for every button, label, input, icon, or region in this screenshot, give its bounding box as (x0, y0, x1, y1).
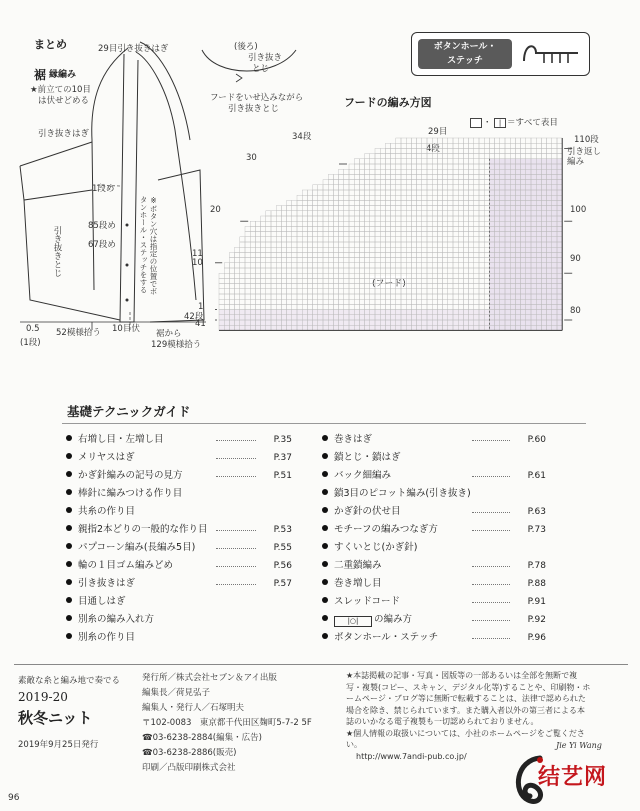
guide-item (322, 539, 546, 557)
label-20: 20 (210, 205, 221, 215)
guide-item (322, 503, 546, 521)
guide-item (66, 629, 292, 647)
guide-item (66, 539, 292, 557)
bullet-icon (322, 543, 328, 549)
guide-item (66, 449, 292, 467)
bottom-129: 裾から (156, 329, 182, 339)
label-34: 34段 (292, 132, 312, 142)
label-10: 10 (192, 258, 203, 268)
guide-item-page: P.35 (273, 435, 292, 445)
guide-title: 基礎テクニックガイド (67, 404, 191, 419)
hem-label: 裾 (34, 68, 47, 82)
guide-item (322, 431, 546, 449)
guide-item-label: スレッドコード (334, 596, 401, 607)
guide-item-label: すくいとじ(かぎ針) (334, 542, 418, 553)
guide-item-page: P.57 (273, 579, 292, 589)
guide-item-label: かぎ針編みの記号の見方 (78, 470, 183, 481)
guide-item-page: P.63 (527, 507, 546, 517)
button-hole-note: ※ボタン穴は指定の位置でボタンホール・ステッチをする (139, 196, 158, 295)
label-1: 1 (198, 302, 204, 312)
guide-item (322, 557, 546, 575)
address: 〒102-0083 東京都千代田区麹町5-7-2 5F (142, 718, 312, 728)
guide-item-label: 巻き増し目 (334, 578, 382, 589)
guide-item-page: P.55 (273, 543, 292, 553)
guide-item-label: 鎖とじ・鎖はぎ (334, 452, 401, 463)
footer-issue: 2019-20 (18, 690, 68, 704)
notice-text: ★本誌掲載の記事・写真・図版等の一部あるいは全部を無断で複写・複製(コピー、スキャン、デジタル化等)することや、印刷物・ホームページ・ブログ等に無断で転載することは、法律で認められた場合を除き、禁じられています。また購入者以外の第三者による本誌のいかなる電子複製も一切認められておりません。 (346, 671, 591, 726)
guide-item (322, 629, 546, 647)
hood-center-label: (フード) (370, 276, 408, 289)
guide-item-label: 二重鎖編み (334, 560, 382, 571)
guide-item-label: 右増し目・左増し目 (78, 434, 164, 445)
guide-item-page: P.61 (527, 471, 546, 481)
guide-item-page: P.51 (273, 471, 292, 481)
hood-knitting-grid (215, 130, 575, 340)
back-caption-2: 引き抜きとじ (228, 104, 280, 114)
dot-leader (216, 566, 256, 567)
stitch-symbol-icon: |○| (334, 616, 372, 627)
dot-leader (472, 530, 510, 531)
guide-item-label: の編み方 (374, 614, 413, 625)
buttonhole-stitch-icon (520, 39, 582, 69)
hem-sub: 縁編み (49, 70, 77, 80)
guide-item (66, 575, 292, 593)
guide-item-label: パプコーン編み(長編み5目) (78, 542, 196, 553)
phone-2 (142, 746, 236, 758)
privacy-text: ★個人情報の取扱いについては、小社のホームページをご覧ください。 (346, 728, 585, 749)
slip-join-label: 引き抜きはぎ (38, 129, 90, 139)
legend-text: ＝すべて表目 (507, 118, 558, 128)
label-30: 30 (246, 153, 257, 163)
bullet-icon (322, 615, 328, 621)
page-number: 96 (8, 793, 20, 803)
label-4: 4段 (426, 144, 440, 154)
bullet-icon (66, 615, 72, 621)
bullet-icon (66, 597, 72, 603)
slip-label-1: 引き抜き (248, 53, 283, 63)
label-41: 41 (195, 319, 206, 329)
copyright-notice (346, 670, 591, 762)
guide-item (66, 503, 292, 521)
dot-leader (216, 584, 256, 585)
label-42: 42段 (184, 312, 204, 322)
guide-item (66, 593, 292, 611)
label-29: 29目 (428, 127, 448, 137)
guide-item-page: P.37 (273, 453, 292, 463)
back-label: (後ろ) (234, 42, 258, 52)
bullet-icon (322, 561, 328, 567)
guide-item-label: メリヤスはぎ (78, 452, 135, 463)
bottom-52: 52模様拾う (56, 328, 101, 338)
phone-2-text: 03-6238-2886(販売) (152, 748, 237, 758)
guide-divider (62, 423, 586, 424)
guide-item-label: 親指2本どりの一般的な作り目 (78, 524, 208, 535)
bullet-icon (66, 471, 72, 477)
watermark-small: Jie Yi Wang (556, 741, 602, 750)
label-11: 11 (192, 249, 203, 259)
dot-leader (216, 476, 256, 477)
bullet-icon (322, 597, 328, 603)
dot-leader (216, 458, 256, 459)
bullet-icon (66, 525, 72, 531)
row-80-label: 80 (570, 306, 581, 316)
dot-leader (216, 548, 256, 549)
row-1-label: 1段め (92, 184, 115, 194)
guide-item-label: 輪の１目ゴム編みどめ (78, 560, 174, 571)
dot-leader (472, 440, 510, 441)
guide-item-page: P.92 (527, 615, 546, 625)
summary-title: まとめ (34, 38, 67, 51)
guide-item-page: P.78 (527, 561, 546, 571)
guide-item-label: バック細編み (334, 470, 392, 481)
guide-item-label: 共糸の作り目 (78, 506, 136, 517)
guide-item-label: 別糸の作り目 (78, 632, 136, 643)
guide-item-label: 棒針に編みつける作り目 (78, 488, 183, 499)
printer: 印刷／凸版印刷株式会社 (142, 763, 236, 773)
bullet-icon (66, 507, 72, 513)
guide-item-page: P.96 (527, 633, 546, 643)
bullet-icon (322, 453, 328, 459)
row-100-label: 100 (570, 205, 587, 215)
guide-item-page: P.60 (527, 435, 546, 445)
guide-item (322, 449, 546, 467)
back-seam-drawing (196, 48, 306, 88)
guide-item-page: P.88 (527, 579, 546, 589)
guide-item (322, 593, 546, 611)
footer-tagline: 素敵な糸と編み地で奏でる (18, 676, 121, 686)
guide-item (66, 557, 292, 575)
guide-item-label: ボタンホール・ステッチ (334, 632, 439, 643)
guide-item-label: モチーフの編みつなぎ方 (334, 524, 438, 535)
bottom-129b: 129模様拾う (151, 340, 202, 350)
publisher: 発行所／株式会社セブン＆アイ出版 (142, 673, 277, 683)
dot-leader (216, 530, 256, 531)
bullet-icon (322, 579, 328, 585)
guide-item-label: 引き抜きはぎ (78, 578, 136, 589)
bullet-icon (66, 579, 72, 585)
row-110c-label: 編み (567, 157, 585, 167)
bullet-icon (322, 489, 328, 495)
footer-date: 2019年9月25日発行 (18, 740, 99, 750)
guide-item-page: P.53 (273, 525, 292, 535)
row-110b-label: 引き返し (567, 147, 602, 157)
note-line-2: は伏せどめる (38, 96, 90, 106)
guide-item-label: 鎖3目のピコット編み(引き抜き) (334, 488, 471, 499)
dot-leader (472, 476, 510, 477)
bullet-icon (66, 543, 72, 549)
guide-item-label: 目通しはぎ (78, 596, 126, 607)
bullet-icon (322, 507, 328, 513)
guide-item (66, 431, 292, 449)
footer-url[interactable]: http://www.7andi-pub.co.jp/ (356, 751, 467, 761)
editor: 編集長／荷見弘子 (142, 688, 211, 698)
guide-item (322, 575, 546, 593)
dot-leader (472, 584, 510, 585)
dot-leader (472, 638, 510, 639)
bullet-icon (322, 633, 328, 639)
dot-leader (216, 440, 256, 441)
vertical-left-label: 引き抜きとじ (52, 226, 62, 277)
guide-item (322, 611, 546, 629)
watermark-text: 结艺网 (538, 765, 608, 790)
guide-item-page: P.91 (527, 597, 546, 607)
bullet-icon (66, 453, 72, 459)
row-110-label: 110段 (574, 135, 599, 145)
phone-icon: ☎ (142, 733, 153, 743)
bottom-05: 0.5 (26, 324, 40, 334)
bullet-icon (66, 633, 72, 639)
badge-line-2: ステッチ (447, 56, 483, 66)
guide-item-page: P.73 (527, 525, 546, 535)
bind-off-29-label: 29目引き抜きはぎ (98, 44, 169, 54)
badge-line-1: ボタンホール・ (433, 42, 497, 52)
bottom-10: 10目伏 (112, 324, 140, 334)
hood-title: フードの編み方図 (344, 96, 432, 109)
guide-item (322, 485, 546, 503)
bullet-icon (66, 435, 72, 441)
guide-item-label: 巻きはぎ (334, 434, 373, 445)
footer-name: 秋冬ニット (18, 709, 93, 727)
bullet-icon (66, 489, 72, 495)
legend-purl-icon: | (494, 118, 506, 128)
row-85-label: 85段め (88, 221, 116, 231)
guide-item (66, 467, 292, 485)
dot-leader (472, 512, 510, 513)
guide-item (66, 485, 292, 503)
phone-icon: ☎ (142, 748, 153, 758)
guide-item-label: 別糸の編み入れ方 (78, 614, 155, 625)
note-line-1: ★前立ての10目 (30, 85, 91, 95)
slip-label-2: とじ (252, 64, 270, 74)
bullet-icon (66, 561, 72, 567)
phone-1 (142, 731, 262, 743)
buttonhole-stitch-badge (411, 32, 590, 76)
people: 編集人・発行人／石塚明夫 (142, 703, 245, 713)
bullet-icon (322, 525, 328, 531)
row-67-label: 67段め (88, 240, 116, 250)
phone-1-text: 03-6238-2884(編集・広告) (152, 733, 262, 743)
guide-item (66, 611, 292, 629)
back-caption-1: フードをいせ込みながら (210, 93, 304, 103)
row-90-label: 90 (570, 254, 581, 264)
dot-leader (472, 620, 510, 621)
dot-leader (472, 566, 510, 567)
bullet-icon (322, 471, 328, 477)
bottom-1row: (1段) (20, 338, 41, 348)
dot-leader (472, 602, 510, 603)
legend-blank-icon (470, 118, 482, 128)
guide-item (322, 521, 546, 539)
buttonhole-badge-label (418, 39, 512, 69)
bullet-icon (322, 435, 328, 441)
guide-item (66, 521, 292, 539)
guide-item-page: P.56 (273, 561, 292, 571)
guide-item-label: かぎ針の伏せ目 (334, 506, 401, 517)
guide-item (322, 467, 546, 485)
